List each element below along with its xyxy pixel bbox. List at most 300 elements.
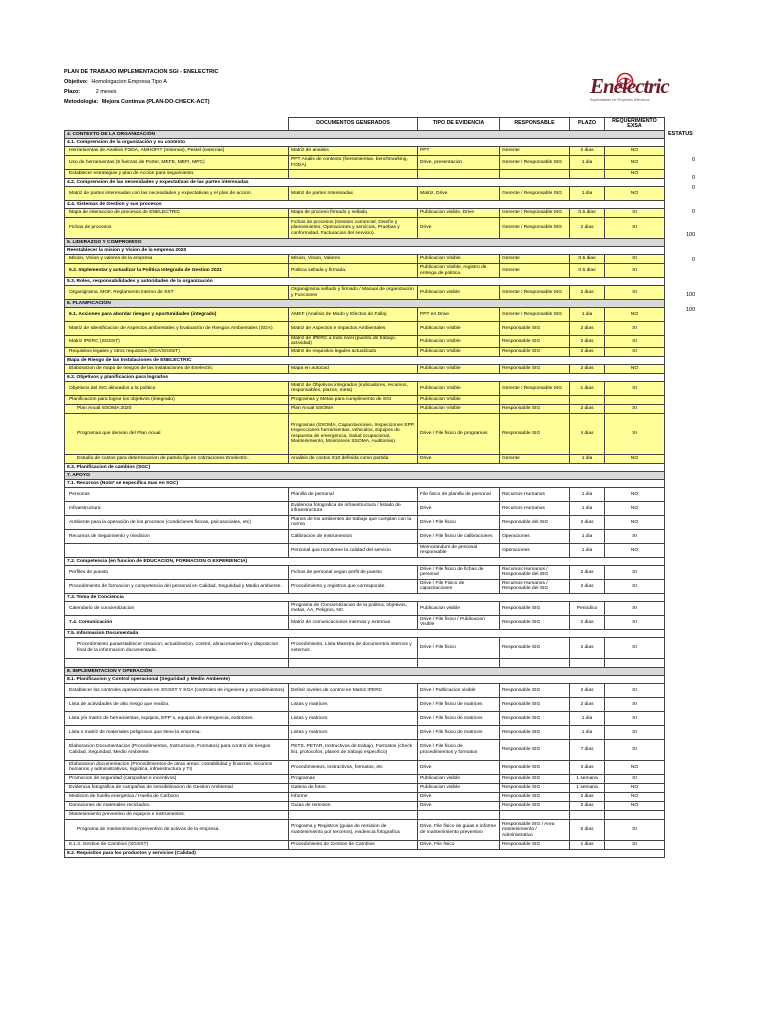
deadline-cell: 2 dias <box>570 801 605 810</box>
requirement-cell: NO <box>605 543 665 557</box>
activity-row <box>65 760 665 774</box>
responsible-cell: Gerente / Responsable SIG <box>500 187 570 201</box>
objetivo-value: Homologacion Empresa Tipo A <box>91 79 167 85</box>
responsible-cell: Responsable SIG <box>500 840 570 849</box>
subsection-header-row <box>65 201 665 209</box>
documents-cell: AMEF (Analisis de Modo y Efectos de Falla) <box>289 308 418 322</box>
subsection-header-row <box>65 356 665 364</box>
requirement-cell: SI <box>605 529 665 543</box>
evidence-cell: PPT <box>418 147 500 156</box>
requirement-cell: NO <box>605 170 665 179</box>
requirement-cell: SI <box>605 711 665 725</box>
evidence-cell: Publicacion Visible <box>418 364 500 373</box>
deadline-cell: 1 dia <box>570 711 605 725</box>
activity-cell: Evidencia fotografica de campañas de sensibilizacion de Gestion Ambiental <box>65 783 289 792</box>
activity-row <box>65 697 665 711</box>
evidence-cell: Drive <box>418 218 500 239</box>
activity-cell: Matriz de Identificacion de Aspectos ambientales y Evaluación de Riesgos Ambientales (SGA) <box>65 322 289 336</box>
responsible-cell: Responsable SIG <box>500 615 570 629</box>
activity-row <box>65 515 665 529</box>
responsible-cell: Responsable SIG <box>500 637 570 658</box>
deadline-cell: 2 dias <box>570 336 605 348</box>
deadline-cell: 2 dias <box>570 404 605 413</box>
activity-cell: Procedimiento de formacion y competencia del personal en Calidad, Seguridad y Medio ambiente. <box>65 579 289 593</box>
documents-cell: Matriz de IPERC a todo nivel (puesto de trabajo, actividad) <box>289 336 418 348</box>
evidence-cell: Drive / File fisico / Publicacion Visible <box>418 615 500 629</box>
documents-cell: PPT Analis de contexto (herramientas, benchmarking, FODA) <box>289 156 418 170</box>
activity-row <box>65 286 665 300</box>
activity-cell: Ambiente para la operación de los procesos (condiciones fisicas, psicosociales, etc) <box>65 515 289 529</box>
deadline-cell: 5 dias <box>570 819 605 840</box>
evidence-cell: File fisico de planilla de personal <box>418 487 500 501</box>
activity-cell: Personas <box>65 487 289 501</box>
subsection-header-row <box>65 675 665 683</box>
subsection-title: 4.1. Comprension de la organización y su contexto <box>65 139 665 147</box>
requirement-cell: SI <box>605 286 665 300</box>
activity-row <box>65 413 665 454</box>
subsection-title: 6.2. Objetivos y planificacion para lograrlos <box>65 373 665 381</box>
documents-cell: Planilla de personal <box>289 487 418 501</box>
metodologia-line <box>64 98 210 106</box>
documents-cell: Procedimientos, instructivos, formatos, etc <box>289 760 418 774</box>
documents-cell: Programas y Metas para cumplimiento de SGI <box>289 395 418 404</box>
activity-row <box>65 264 665 278</box>
activity-row <box>65 774 665 783</box>
subsection-header-row <box>65 479 665 487</box>
documents-cell <box>289 810 418 819</box>
deadline-cell <box>570 810 605 819</box>
documents-cell: Guias de remision <box>289 801 418 810</box>
activity-cell: Elaboracion documentacion (Procedimientos de otras areas: contabilidad y finanzas, recursos humanos y administrativos, logistica, infraestructura y TI) <box>65 760 289 774</box>
activity-row <box>65 579 665 593</box>
responsible-cell: Responsable SIG <box>500 792 570 801</box>
deadline-cell: 1 dia <box>570 187 605 201</box>
responsible-cell: Gerente / Responsable SIG <box>500 209 570 218</box>
activity-cell: Uso de herramientas (5 fuerzas de Porter, MEFE, MEFI, MPC) <box>65 156 289 170</box>
activity-row <box>65 792 665 801</box>
activity-row <box>65 739 665 760</box>
subsection-header-row <box>65 849 665 857</box>
activity-cell: Organigrama, MOF, Reglamento interno de SST <box>65 286 289 300</box>
evidence-cell: Drive, presentacion <box>418 156 500 170</box>
activity-cell: Recursos de Seguimiento y medicion <box>65 529 289 543</box>
documents-cell: Plan Anual SSOMA <box>289 404 418 413</box>
empty-cell <box>570 658 605 667</box>
responsible-cell: Gerente <box>500 255 570 264</box>
responsible-cell: Responsable SIG <box>500 364 570 373</box>
documents-cell: Fichas de personal segun perfil de puesto <box>289 565 418 579</box>
responsible-cell: Responsable SIG <box>500 322 570 336</box>
evidence-cell: Drive <box>418 792 500 801</box>
deadline-cell: 2 dias <box>570 615 605 629</box>
requirement-cell: SI <box>605 413 665 454</box>
subsection-header-row <box>65 139 665 147</box>
activity-row <box>65 381 665 395</box>
activity-cell: Requisitos legales y otros requisitos (SGA/SGSST) <box>65 347 289 356</box>
empty-cell <box>418 658 500 667</box>
evidence-cell: Drive <box>418 760 500 774</box>
documents-cell: Listas y matrices <box>289 697 418 711</box>
work-plan-table <box>64 117 665 858</box>
responsible-cell: Responsable SIG <box>500 725 570 739</box>
deadline-cell: 1 dia <box>570 454 605 463</box>
section-title: 5. LIDERAZGO Y COMPROMISO <box>65 239 665 247</box>
activity-cell: Estudio de costos para determinacion de partida fija en cotizaciones Enelectric. <box>65 454 289 463</box>
status-value: 0 <box>692 209 696 215</box>
documents-cell: Informe <box>289 792 418 801</box>
requirement-cell: SI <box>605 255 665 264</box>
requirement-cell: SI <box>605 381 665 395</box>
evidence-cell: Drive <box>418 801 500 810</box>
responsible-cell: Responsable SIG <box>500 783 570 792</box>
activity-cell: Mantenimiento preventivo de equipos e instrumentos. <box>65 810 289 819</box>
responsible-cell: Responsable SIG <box>500 601 570 615</box>
deadline-cell: 0.5 dias <box>570 209 605 218</box>
activity-cell: Promocion de seguridad (campañas e incentivos) <box>65 774 289 783</box>
subsection-header-row <box>65 629 665 637</box>
evidence-cell: Drive / File fisico de calibraciones <box>418 529 500 543</box>
deadline-cell: 1 dias <box>570 381 605 395</box>
activity-cell: Mapa de interaccion de procesos de ENELECTRIC <box>65 209 289 218</box>
requirement-cell: NO <box>605 156 665 170</box>
documents-cell: Analisis de costos S10 definida como partida <box>289 454 418 463</box>
requirement-cell: SI <box>605 601 665 615</box>
company-logo <box>586 70 672 108</box>
documents-cell: PETS, PETAR, Instructivos de trabajo, Formatos (check list, protocolos, planes de trabajo especifico) <box>289 739 418 760</box>
activity-row <box>65 187 665 201</box>
requirement-cell: SI <box>605 819 665 840</box>
status-value: 0 <box>692 157 696 163</box>
deadline-cell: 1 dia <box>570 725 605 739</box>
evidence-cell: Publicacion Visible <box>418 395 500 404</box>
logo-tagline: Especialistas en Proyectos Eléctricos <box>590 98 650 102</box>
activity-cell: Procedimiento paraestablecer creacion, actualizacion, control, almacenamiento y disposicion final de la informacion documentada. <box>65 637 289 658</box>
subsection-header-row <box>65 557 665 565</box>
activity-cell: Programa de mantenimiento preventivo de activos de la empresa. <box>65 819 289 840</box>
deadline-cell <box>570 395 605 404</box>
deadline-cell: 3 dias <box>570 760 605 774</box>
evidence-cell: Drive / File fisico de programas <box>418 413 500 454</box>
documents-cell: Procedimiento, Lista Maestra de documentos internos y externos <box>289 637 418 658</box>
requirement-cell: NO <box>605 364 665 373</box>
evidence-cell: Drive / File fisico de fichas de personal <box>418 565 500 579</box>
activity-cell: Lista y/o matriz de herramientas, equipos, EPP´s, equipos de emergencia, extintores. <box>65 711 289 725</box>
activity-cell: 7.4. Comunicación <box>65 615 289 629</box>
evidence-cell: Drive / File fisico <box>418 637 500 658</box>
activity-row <box>65 543 665 557</box>
status-header: ESTATUS <box>668 131 693 137</box>
subsection-title: 7.3. Toma de Conciencia <box>65 593 665 601</box>
responsible-cell: Responsable SIG / Area mantenimiento / Administrativo <box>500 819 570 840</box>
activity-cell: Herramientas de Analisis FODA, AMHOFIT (Internas), Pestel (externas) <box>65 147 289 156</box>
responsible-cell: Gerente / Responsable SIG <box>500 218 570 239</box>
activity-cell: Matriz IPERC (SGSST) <box>65 336 289 348</box>
activity-row <box>65 819 665 840</box>
responsible-cell: Responsable SIG <box>500 413 570 454</box>
requirement-cell: SI <box>605 683 665 697</box>
subsection-title: 7.2. Competencia (en funcion de EDUCACION, FORMACION O EXPERIENCIA) <box>65 557 665 565</box>
responsible-cell: Responsable SIG <box>500 760 570 774</box>
metodologia-value: Mejora Continua (PLAN-DO-CHECK-ACT) <box>101 99 210 105</box>
activity-cell: Programas que derivan del Plan Anual <box>65 413 289 454</box>
deadline-cell: Periodico <box>570 601 605 615</box>
documents-cell: Matriz de comunicaciones internas y externas <box>289 615 418 629</box>
responsible-cell: Gerente / Responsable SIG <box>500 286 570 300</box>
requirement-cell <box>605 395 665 404</box>
evidence-cell: Publicacion Visible <box>418 255 500 264</box>
subsection-header-row <box>65 179 665 187</box>
documents-cell: Procedimiento y registros que corresponde. <box>289 579 418 593</box>
activity-row <box>65 801 665 810</box>
evidence-cell: Publicacion Visible <box>418 347 500 356</box>
documents-cell: Programa de Concientizacion de la politica, objetivos, metas, AA, Peligros, NC <box>289 601 418 615</box>
requirement-cell: SI <box>605 579 665 593</box>
evidence-cell: Publicacion visible <box>418 774 500 783</box>
responsible-cell <box>500 170 570 179</box>
subsection-header-row <box>65 463 665 471</box>
activity-cell: Matriz de partes interesadas con las necesidades y expectativas y el plan de accion. <box>65 187 289 201</box>
subsection-header-row <box>65 373 665 381</box>
column-header: REQUERIMIENTO EXSA <box>605 118 665 131</box>
documents-cell: Programas <box>289 774 418 783</box>
responsible-cell: Operaciones <box>500 529 570 543</box>
activity-cell: Establecer estrategias y plan de Accion para seguimiento. <box>65 170 289 179</box>
requirement-cell: SI <box>605 739 665 760</box>
evidence-cell: Publicacion visible <box>418 286 500 300</box>
activity-row <box>65 711 665 725</box>
deadline-cell: 1 semana <box>570 774 605 783</box>
activity-row <box>65 147 665 156</box>
responsible-cell: Responsable SIG <box>500 774 570 783</box>
activity-cell: Planificacion para lograr los objetivos (integrado) <box>65 395 289 404</box>
documents-cell: Listas y matrices <box>289 725 418 739</box>
documents-cell: Mision, Vision, Valores <box>289 255 418 264</box>
responsible-cell: Responsable del SIG <box>500 515 570 529</box>
activity-row <box>65 395 665 404</box>
evidence-cell: Drive <box>418 454 500 463</box>
status-value: 100 <box>686 232 696 238</box>
activity-row <box>65 615 665 629</box>
responsible-cell: Responsable SIG <box>500 739 570 760</box>
requirement-cell: SI <box>605 347 665 356</box>
responsible-cell: Responsable SIG <box>500 347 570 356</box>
responsible-cell: Gerente <box>500 454 570 463</box>
responsible-cell: Recursos Humanos <box>500 487 570 501</box>
requirement-cell: SI <box>605 404 665 413</box>
subsection-title: 8.2. Requisitos para los productos y servicios (Calidad) <box>65 849 665 857</box>
column-header-blank <box>65 118 289 131</box>
documents-cell: Personal que monitoree la calidad del servicio <box>289 543 418 557</box>
requirement-cell: SI <box>605 322 665 336</box>
activity-cell <box>65 543 289 557</box>
deadline-cell: 2 dias <box>570 792 605 801</box>
documents-cell: Organigrama sellado y firmado / Manual de organización y Funciones <box>289 286 418 300</box>
responsible-cell: Responsable SIG <box>500 336 570 348</box>
documents-cell: Programas (SSOMA, Capacitaciones, Inspecciones EPP, Inspecciones herramientas, vehiculos, Equipos de respuesta de emergencia, Salud ocupacional, Mantenimiento, Monitoreos SSOMA, Auditorias) <box>289 413 418 454</box>
subsection-header-row <box>65 278 665 286</box>
deadline-cell: 2 dias <box>570 637 605 658</box>
activity-row <box>65 454 665 463</box>
deadline-cell: 1 dia <box>570 501 605 515</box>
requirement-cell: SI <box>605 840 665 849</box>
activity-row <box>65 529 665 543</box>
empty-cell <box>65 658 289 667</box>
deadline-cell: 2 dias <box>570 697 605 711</box>
documents-cell: Mapa de proceso firmado y sellado <box>289 209 418 218</box>
column-header: TIPO DE EVIDENCIA <box>418 118 500 131</box>
status-value: 0 <box>692 185 696 191</box>
subsection-title: 5.3. Roles, responsabilidades y autoridades de la organización <box>65 278 665 286</box>
evidence-cell: Drive <box>418 501 500 515</box>
responsible-cell: Responsable SIG <box>500 801 570 810</box>
deadline-cell: 1 dia <box>570 156 605 170</box>
requirement-cell: NO <box>605 308 665 322</box>
activity-row <box>65 601 665 615</box>
evidence-cell: Publicacion visible <box>418 783 500 792</box>
evidence-cell: Drive / File fisico de matrices <box>418 697 500 711</box>
subsection-title: 4.2. Comprension de las necesidades y expectativas de las partes interesadas <box>65 179 665 187</box>
activity-row <box>65 501 665 515</box>
section-title: 4. CONTEXTO DE LA ORGANIZACIÓN <box>65 131 665 139</box>
requirement-cell: NO <box>605 187 665 201</box>
activity-cell: Perfiles de puesto <box>65 565 289 579</box>
column-header-row <box>65 118 665 131</box>
activity-cell: Establecer los controles operacionales en SGSST Y SGA (controles de ingeniera y procedimientos) <box>65 683 289 697</box>
deadline-cell: 2 dias <box>570 286 605 300</box>
activity-cell: 6.1. Acciones para abordar riesgos y oportunidades (integrado) <box>65 308 289 322</box>
activity-cell: Donaciones de materiales reciclados. <box>65 801 289 810</box>
deadline-cell: 2 dias <box>570 218 605 239</box>
activity-cell: Calendario de concientizacion <box>65 601 289 615</box>
evidence-cell: Drive / File fisico <box>418 515 500 529</box>
section-header-row <box>65 131 665 139</box>
responsible-cell: Gerente / Responsable SIG <box>500 381 570 395</box>
deadline-cell: 7 dias <box>570 739 605 760</box>
section-header-row <box>65 239 665 247</box>
section-header-row <box>65 471 665 479</box>
subsection-title: 8.1. Planificacion y Control operacional (Seguridad y Medio Ambiente) <box>65 675 665 683</box>
responsible-cell <box>500 810 570 819</box>
evidence-cell: Publicacion Visible <box>418 404 500 413</box>
activity-cell: Lista de actividades de alto riesgo que realiza. <box>65 697 289 711</box>
requirement-cell: NO <box>605 760 665 774</box>
status-value: 100 <box>686 292 696 298</box>
responsible-cell: Responsable SIG <box>500 711 570 725</box>
subsection-title: Mapa de Riesgo de las Instalaciones de ENELECTRIC <box>65 356 665 364</box>
subsection-title: 7.1. Recursos (Nota* se especifica mas en SGC) <box>65 479 665 487</box>
deadline-cell: 2 dias <box>570 579 605 593</box>
evidence-cell: Matriz, Drive <box>418 187 500 201</box>
deadline-cell: 1 semana <box>570 783 605 792</box>
evidence-cell <box>418 170 500 179</box>
responsible-cell: Gerente <box>500 264 570 278</box>
documents-cell: Galeria de fotos <box>289 783 418 792</box>
requirement-cell: SI <box>605 264 665 278</box>
activity-row <box>65 783 665 792</box>
activity-row <box>65 218 665 239</box>
evidence-cell: Publicacion Visible, registro de entrega de politica. <box>418 264 500 278</box>
section-header-row <box>65 300 665 308</box>
activity-cell: 5.2. Implementar y actualizar la Politica Integrada de Gestion 2021 <box>65 264 289 278</box>
activity-row <box>65 322 665 336</box>
requirement-cell: SI <box>605 725 665 739</box>
activity-cell: Elaboracion Documentacion (Procedimientos, Instructivos, Formatos) para control de riesgos Calidad, Seguridad, Medio Ambiente. <box>65 739 289 760</box>
documents-cell: Listas y matrices <box>289 711 418 725</box>
requirement-cell: NO <box>605 783 665 792</box>
requirement-cell: SI <box>605 218 665 239</box>
deadline-cell: 1 dia <box>570 529 605 543</box>
section-title: 6. PLANIFICACION <box>65 300 665 308</box>
column-header: RESPONSABLE <box>500 118 570 131</box>
evidence-cell <box>418 810 500 819</box>
work-plan-body <box>65 118 665 858</box>
activity-cell: Fichas de procesos <box>65 218 289 239</box>
requirement-cell: SI <box>605 774 665 783</box>
subsection-header-row <box>65 593 665 601</box>
activity-cell: Plan Anual SSOMA 2020 <box>65 404 289 413</box>
documents-cell: Evidencia fotografica de infraestructura / listado de infraestructura <box>289 501 418 515</box>
plazo-line <box>64 88 117 96</box>
evidence-cell: Drive, File fisico <box>418 840 500 849</box>
responsible-cell: Gerente / Responsable SIG <box>500 308 570 322</box>
documents-cell: Fichas de procesos (Gestion comercial, Diseño y planeamiento, Operaciones y servicios, Pruebas y conformidad, Facturacion del servicio). <box>289 218 418 239</box>
evidence-cell: Drive / Publicacion visible <box>418 683 500 697</box>
deadline-cell: 2 dias <box>570 147 605 156</box>
activity-row <box>65 840 665 849</box>
activity-cell: Elaboracion de mapa de riesgos de las instalaciones de Enelectric <box>65 364 289 373</box>
deadline-cell <box>570 170 605 179</box>
evidence-cell: Drive / File fisico de matrices <box>418 711 500 725</box>
evidence-cell: Publicacion Visible <box>418 322 500 336</box>
objetivo-line <box>64 78 167 86</box>
requirement-cell: SI <box>605 565 665 579</box>
empty-row <box>65 658 665 667</box>
responsible-cell: Responsable SIG <box>500 697 570 711</box>
deadline-cell: 2 dias <box>570 322 605 336</box>
responsible-cell: Recursos Humanos / Responsable del SIG <box>500 565 570 579</box>
documents-cell: Matriz de partes Interesadas <box>289 187 418 201</box>
requirement-cell: NO <box>605 454 665 463</box>
activity-row <box>65 810 665 819</box>
requirement-cell: NO <box>605 147 665 156</box>
activity-cell: Medicion de huella energetica / Huella de Carbono <box>65 792 289 801</box>
activity-row <box>65 725 665 739</box>
activity-cell: Lista o matriz de materiales peligrosos que tiene la empresa. <box>65 725 289 739</box>
documents-cell <box>289 170 418 179</box>
section-header-row <box>65 667 665 675</box>
evidence-cell: PPT en Drive <box>418 308 500 322</box>
activity-row <box>65 308 665 322</box>
metodologia-label: Metodologia: <box>64 99 99 105</box>
column-header: PLAZO <box>570 118 605 131</box>
evidence-cell: Publicacion Visible <box>418 381 500 395</box>
logo-word: Enelectric <box>590 74 669 98</box>
documents-cell: Matriz de requisitos legales actualizado <box>289 347 418 356</box>
activity-row <box>65 170 665 179</box>
documents-cell: Matriz de Aspectos e impactos Ambientales <box>289 322 418 336</box>
deadline-cell: 1 dia <box>570 543 605 557</box>
status-value: 100 <box>686 307 696 313</box>
deadline-cell: 1 dia <box>570 487 605 501</box>
activity-cell: Objetivos del SIG alineados a la politica <box>65 381 289 395</box>
evidence-cell: Publicacion Visible <box>418 336 500 348</box>
responsible-cell <box>500 395 570 404</box>
evidence-cell: Memorandum de personal responsable <box>418 543 500 557</box>
plazo-value: 2 meses <box>95 89 117 95</box>
documents-cell: Programa y Registros (guias de remision de mantenimiento por terceros), evidencia fotografica <box>289 819 418 840</box>
evidence-cell: Drive / File Fisico de capacitaciones <box>418 579 500 593</box>
column-header: DOCUMENTOS GENERADOS <box>289 118 418 131</box>
